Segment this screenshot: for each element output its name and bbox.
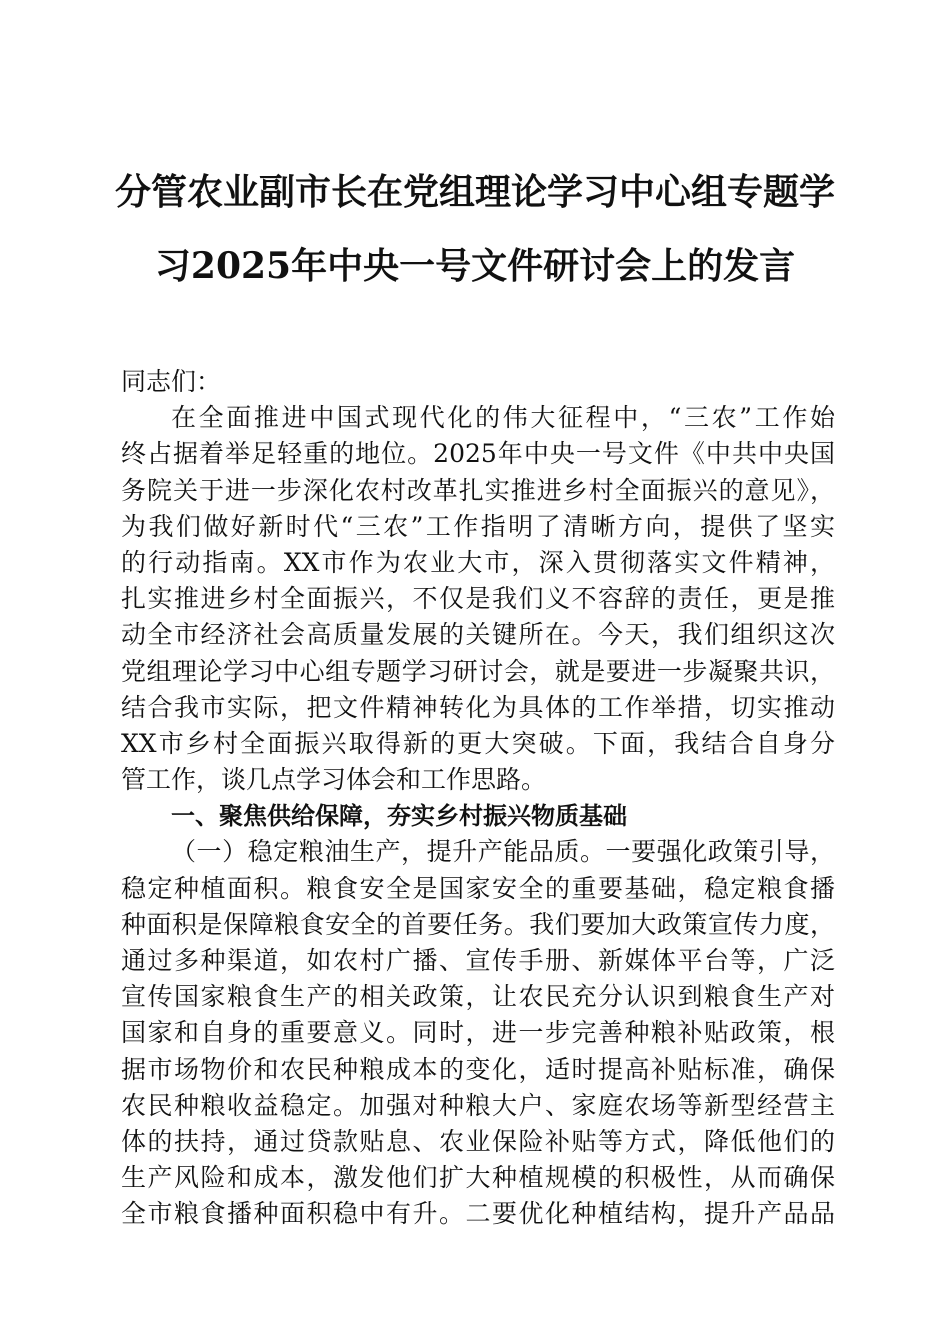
intro-line-11: 管工作，谈几点学习体会和工作思路。 — [121, 765, 547, 795]
intro-line-1: 在全面推进中国式现代化的伟大征程中，“三农”工作始 — [171, 403, 835, 433]
intro-line-4: 为我们做好新时代“三农”工作指明了清晰方向，提供了坚实 — [121, 511, 835, 541]
document-title-line-2: 习2025年中央一号文件研讨会上的发言 — [154, 245, 796, 287]
section-line-4: 通过多种渠道，如农村广播、宣传手册、新媒体平台等，广泛 — [121, 946, 835, 975]
section-line-6: 国家和自身的重要意义。同时，进一步完善种粮补贴政策，根 — [121, 1018, 835, 1048]
document-body — [121, 364, 835, 1233]
intro-line-6: 扎实推进乡村全面振兴，不仅是我们义不容辞的责任，更是推 — [121, 584, 835, 614]
intro-line-7: 动全市经济社会高质量发展的关键所在。今天，我们组织这次 — [121, 620, 835, 650]
section-line-5: 宣传国家粮食生产的相关政策，让农民充分认识到粮食生产对 — [121, 982, 835, 1012]
section-line-10: 生产风险和成本，激发他们扩大种植规模的积极性，从而确保 — [121, 1163, 835, 1193]
section-line-9: 体的扶持，通过贷款贴息、农业保险补贴等方式，降低他们的 — [121, 1126, 835, 1156]
intro-line-2: 终占据着举足轻重的地位。2025年中央一号文件《中共中央国 — [121, 439, 835, 469]
section-line-11: 全市粮食播种面积稳中有升。二要优化种植结构，提升产品品 — [121, 1199, 835, 1229]
section-line-2: 稳定种植面积。粮食安全是国家安全的重要基础，稳定粮食播 — [121, 873, 835, 903]
intro-line-8: 党组理论学习中心组专题学习研讨会，就是要进一步凝聚共识， — [121, 656, 835, 686]
section-line-1: （一）稳定粮油生产，提升产能品质。一要强化政策引导， — [171, 837, 835, 867]
section-line-3: 种面积是保障粮食安全的首要任务。我们要加大政策宣传力度， — [121, 909, 835, 939]
intro-line-5: 的行动指南。XX市作为农业大市，深入贯彻落实文件精神， — [121, 547, 835, 577]
intro-line-3: 务院关于进一步深化农村改革扎实推进乡村全面振兴的意见》， — [121, 475, 835, 505]
section-line-8: 农民种粮收益稳定。加强对种粮大户、家庭农场等新型经营主 — [121, 1090, 835, 1120]
salutation: 同志们： — [121, 367, 222, 396]
section-heading: 一、聚焦供给保障，夯实乡村振兴物质基础 — [171, 802, 627, 831]
section-line-7: 据市场物价和农民种粮成本的变化，适时提高补贴标准，确保 — [121, 1054, 835, 1084]
document-title-line-1: 分管农业副市长在党组理论学习中心组专题学 — [114, 171, 835, 213]
intro-line-10: XX市乡村全面振兴取得新的更大突破。下面，我结合自身分 — [121, 728, 835, 758]
intro-line-9: 结合我市实际，把文件精神转化为具体的工作举措，切实推动 — [121, 692, 835, 722]
